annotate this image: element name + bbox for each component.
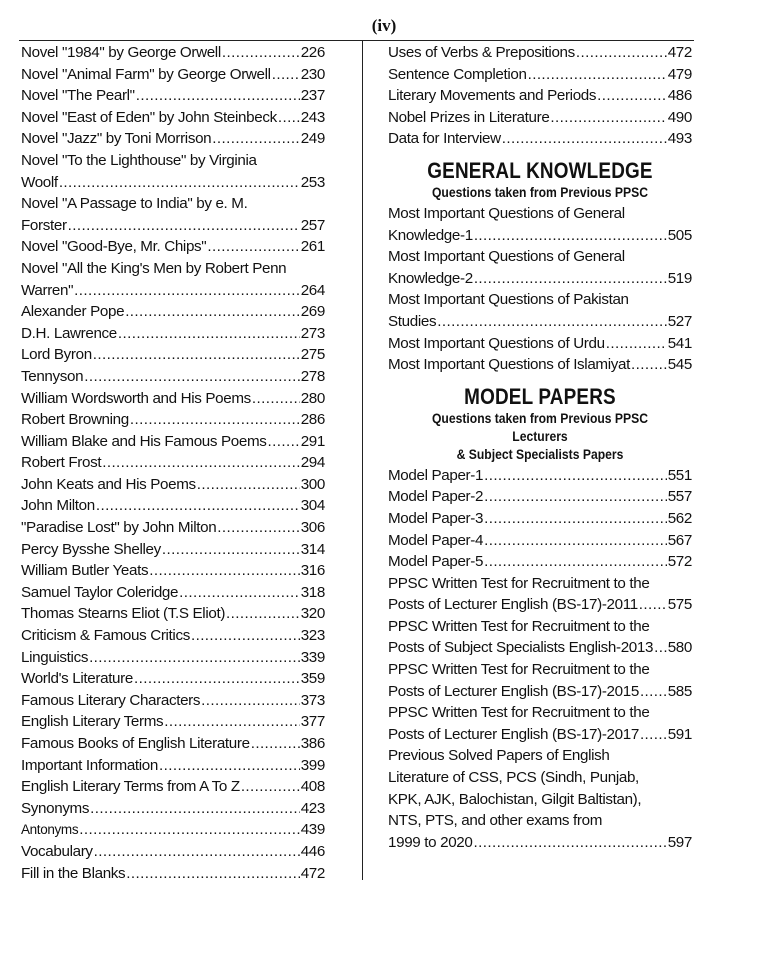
entry-title-line: Posts of Lecturer English (BS-17)-2015 — [388, 682, 639, 700]
entry-page: 591 — [667, 725, 692, 743]
dot-leader — [149, 560, 299, 582]
toc-entry — [21, 539, 325, 561]
dot-leader — [550, 107, 666, 129]
entry-title-line: Warren" — [21, 281, 74, 299]
entry-title-last-line — [21, 280, 325, 302]
entry-title: Novel "East of Eden" by John Steinbeck — [21, 108, 277, 126]
toc-entry — [388, 333, 692, 355]
entry-page: 519 — [667, 269, 692, 287]
entry-title-line: Most Important Questions of Pakistan — [388, 291, 629, 309]
dot-leader — [268, 431, 300, 453]
entry-title-last-line — [388, 681, 692, 703]
entry-page: 446 — [300, 842, 325, 860]
model-papers-subheading-2: & Subject Specialists Papers — [456, 446, 624, 462]
entry-title: Synonyms — [21, 799, 90, 817]
entry-title-last-line — [388, 268, 692, 290]
toc-entry — [21, 798, 325, 820]
dot-leader — [125, 301, 300, 323]
toc-entry — [21, 474, 325, 496]
entry-title: Most Important Questions of Islamiyat — [388, 356, 630, 374]
entry-page: 505 — [667, 226, 692, 244]
entry-title: English Literary Terms from A To Z — [21, 778, 240, 796]
entry-page: 493 — [667, 130, 692, 148]
entry-page: 551 — [667, 466, 692, 484]
entry-page: 575 — [667, 596, 692, 614]
dot-leader — [241, 776, 300, 798]
dot-leader — [96, 495, 300, 517]
general-knowledge-subheading: Questions taken from Previous PPSC — [431, 184, 649, 200]
entry-page: 486 — [667, 87, 692, 105]
model-papers-heading: MODEL PAPERS — [464, 383, 616, 409]
entry-title-last-line — [21, 215, 325, 237]
entry-title: Nobel Prizes in Literature — [388, 108, 550, 126]
toc-entry — [388, 551, 692, 573]
entry-title: Fill in the Blanks — [21, 864, 126, 882]
entry-title-line: Novel "All the King's Men by Robert Penn — [21, 259, 287, 277]
entry-title: Alexander Pope — [21, 303, 125, 321]
dot-leader — [84, 366, 299, 388]
toc-entry — [388, 203, 692, 246]
entry-page: 479 — [667, 65, 692, 83]
dot-leader — [130, 409, 300, 431]
entry-title: Literary Movements and Periods — [388, 87, 597, 105]
entry-title: English Literary Terms — [21, 713, 164, 731]
entry-page: 306 — [300, 519, 325, 537]
entry-page: 275 — [300, 346, 325, 364]
dot-leader — [474, 268, 667, 290]
dot-leader — [484, 551, 667, 573]
dot-leader — [179, 582, 300, 604]
entry-page: 323 — [300, 627, 325, 645]
entry-page: 314 — [300, 540, 325, 558]
entry-page: 572 — [667, 553, 692, 571]
entry-title-last-line — [388, 594, 692, 616]
toc-entry — [21, 107, 325, 129]
toc-entry — [21, 150, 325, 193]
entry-page: 527 — [667, 312, 692, 330]
entry-page: 264 — [300, 281, 325, 299]
toc-entry — [388, 64, 692, 86]
toc-entry — [21, 582, 325, 604]
entry-title-line: Knowledge-1 — [388, 226, 473, 244]
toc-entry — [21, 776, 325, 798]
dot-leader — [278, 107, 300, 129]
dot-leader — [437, 311, 666, 333]
dot-leader — [90, 798, 300, 820]
entry-page: 269 — [300, 303, 325, 321]
entry-title-line: Novel "To the Lighthouse" by Virginia — [21, 151, 257, 169]
entry-page: 490 — [667, 108, 692, 126]
entry-title-line: PPSC Written Test for Recruitment to the — [388, 661, 650, 679]
toc-entry — [388, 246, 692, 289]
entry-title: John Keats and His Poems — [21, 475, 196, 493]
entry-page: 541 — [667, 334, 692, 352]
entry-title-line: Knowledge-2 — [388, 269, 473, 287]
dot-leader — [484, 465, 667, 487]
entry-title: Uses of Verbs & Prepositions — [388, 44, 575, 61]
entry-page: 237 — [300, 87, 325, 105]
entry-title: Important Information — [21, 756, 158, 774]
entry-title: Famous Books of English Literature — [21, 735, 250, 752]
dot-leader — [201, 690, 300, 712]
toc-entry — [21, 366, 325, 388]
dot-leader — [102, 452, 300, 474]
dot-leader — [474, 225, 667, 247]
entry-title-line: Most Important Questions of General — [388, 204, 625, 222]
entry-title: Novel "Good-Bye, Mr. Chips" — [21, 238, 207, 256]
entry-title: Thomas Stearns Eliot (T.S Eliot) — [21, 605, 226, 623]
entry-page: 545 — [667, 356, 692, 374]
entry-title-line: PPSC Written Test for Recruitment to the — [388, 574, 650, 592]
entry-page: 230 — [300, 65, 325, 83]
entry-title-line: Posts of Lecturer English (BS-17)-2017 — [388, 725, 639, 743]
entry-title-line: KPK, AJK, Balochistan, Gilgit Baltistan), — [388, 790, 642, 808]
entry-title: Linguistics — [21, 648, 89, 666]
toc-entry — [21, 42, 325, 64]
toc-entry — [21, 560, 325, 582]
dot-leader — [251, 733, 300, 755]
entry-title-line: Posts of Lecturer English (BS-17)-2011 — [388, 596, 638, 614]
dot-leader — [159, 755, 300, 777]
entry-title-last-line — [388, 311, 692, 333]
entry-title: Model Paper-2 — [388, 488, 484, 506]
entry-page: 249 — [300, 130, 325, 148]
dot-leader — [654, 637, 667, 659]
entry-page: 373 — [300, 691, 325, 709]
entry-title: Tennyson — [21, 367, 84, 385]
entry-title-last-line — [388, 637, 692, 659]
dot-leader — [93, 344, 300, 366]
entry-page: 226 — [300, 44, 325, 61]
general-knowledge-list — [388, 203, 692, 376]
entry-title-line: NTS, PTS, and other exams from — [388, 812, 603, 830]
entry-title: Criticism & Famous Critics — [21, 627, 190, 645]
entry-page: 286 — [300, 411, 325, 429]
entry-page: 316 — [300, 562, 325, 580]
toc-entry — [21, 819, 325, 841]
toc-entry — [388, 659, 692, 702]
entry-title: Robert Frost — [21, 454, 102, 472]
entry-title: John Milton — [21, 497, 95, 515]
dot-leader — [484, 508, 667, 530]
entry-title: Model Paper-1 — [388, 466, 484, 484]
toc-entry — [21, 258, 325, 301]
dot-leader — [606, 333, 667, 355]
entry-title: Samuel Taylor Coleridge — [21, 583, 179, 601]
entry-page: 472 — [667, 44, 692, 61]
toc-entry — [388, 745, 692, 853]
entry-page: 261 — [300, 238, 325, 256]
toc-entry — [388, 289, 692, 332]
toc-entry — [21, 64, 325, 86]
general-knowledge-heading: GENERAL KNOWLEDGE — [427, 157, 653, 183]
entry-page: 318 — [300, 583, 325, 601]
entry-title: Model Paper-3 — [388, 509, 484, 527]
entry-title: Famous Literary Characters — [21, 691, 201, 709]
dot-leader — [528, 64, 667, 86]
entry-page: 257 — [300, 216, 325, 234]
entry-title-line: Literature of CSS, PCS (Sindh, Punjab, — [388, 769, 639, 787]
toc-entry — [21, 841, 325, 863]
toc-entry — [388, 354, 692, 376]
dot-leader — [272, 64, 300, 86]
entry-title: Vocabulary — [21, 842, 93, 860]
toc-entry — [388, 616, 692, 659]
entry-page: 597 — [667, 833, 692, 851]
dot-leader — [502, 128, 667, 150]
toc-entry — [21, 625, 325, 647]
entry-title: William Wordsworth and His Poems — [21, 389, 251, 407]
toc-entry — [21, 690, 325, 712]
entry-title: "Paradise Lost" by John Milton — [21, 519, 217, 537]
entry-page: 253 — [300, 173, 325, 191]
toc-entry — [388, 573, 692, 616]
dot-leader — [473, 832, 666, 854]
left-column — [21, 42, 325, 884]
entry-page: 399 — [300, 756, 325, 774]
entry-title-line: PPSC Written Test for Recruitment to the — [388, 617, 650, 635]
right-top-list — [388, 42, 692, 150]
toc-entry — [388, 128, 692, 150]
dot-leader — [484, 530, 667, 552]
toc-entry — [21, 517, 325, 539]
toc-entry — [21, 193, 325, 236]
toc-entry — [21, 344, 325, 366]
model-papers-list — [388, 465, 692, 854]
entry-page: 567 — [667, 531, 692, 549]
toc-entry — [21, 128, 325, 150]
entry-title: D.H. Lawrence — [21, 324, 117, 342]
entry-page: 320 — [300, 605, 325, 623]
toc-entry — [21, 647, 325, 669]
dot-leader — [576, 42, 667, 64]
entry-title-line: Studies — [388, 312, 437, 330]
dot-leader — [191, 625, 300, 647]
toc-entry — [21, 711, 325, 733]
entry-title: Robert Browning — [21, 411, 129, 429]
entry-title-line: 1999 to 2020 — [388, 833, 473, 851]
dot-leader — [164, 711, 299, 733]
entry-title: Novel "1984" by George Orwell — [21, 44, 221, 61]
entry-page: 562 — [667, 509, 692, 527]
entry-page: 243 — [300, 108, 325, 126]
dot-leader — [134, 668, 300, 690]
toc-entry — [21, 85, 325, 107]
entry-page: 273 — [300, 324, 325, 342]
dot-leader — [74, 280, 300, 302]
entry-page: 300 — [300, 475, 325, 493]
entry-page: 423 — [300, 799, 325, 817]
entry-page: 386 — [300, 735, 325, 752]
entry-title: William Butler Yeats — [21, 562, 149, 580]
entry-title: Lord Byron — [21, 346, 92, 364]
dot-leader — [252, 388, 300, 410]
entry-title-line: PPSC Written Test for Recruitment to the — [388, 704, 650, 722]
dot-leader — [162, 539, 300, 561]
entry-title: Data for Interview — [388, 130, 501, 148]
dot-leader — [212, 128, 299, 150]
toc-entry — [21, 755, 325, 777]
toc-entry — [21, 863, 325, 885]
dot-leader — [222, 42, 300, 64]
entry-page: 408 — [300, 778, 325, 796]
entry-page: 359 — [300, 670, 325, 688]
page-number: (iv) — [371, 16, 397, 35]
entry-page: 377 — [300, 713, 325, 731]
toc-entry — [21, 668, 325, 690]
dot-leader — [68, 215, 300, 237]
entry-title-line: Previous Solved Papers of English — [388, 747, 610, 765]
entry-title-line: Posts of Subject Specialists English-2013 — [388, 639, 654, 657]
dot-leader — [226, 603, 300, 625]
entry-page: 580 — [667, 639, 692, 657]
dot-leader — [631, 354, 667, 376]
entry-title: Most Important Questions of Urdu — [388, 334, 605, 352]
entry-title: Model Paper-5 — [388, 553, 484, 571]
dot-leader — [597, 85, 667, 107]
header-rule — [19, 40, 694, 41]
dot-leader — [59, 172, 300, 194]
toc-entry — [21, 409, 325, 431]
entry-title: Novel "Animal Farm" by George Orwell — [21, 65, 271, 83]
toc-entry — [388, 486, 692, 508]
entry-title-last-line — [388, 225, 692, 247]
entry-page: 291 — [300, 432, 325, 450]
toc-entry — [21, 323, 325, 345]
toc-entry — [21, 301, 325, 323]
entry-page: 557 — [667, 488, 692, 506]
toc-entry — [388, 465, 692, 487]
entry-title: William Blake and His Famous Poems — [21, 432, 267, 450]
entry-title: Antonyms — [21, 822, 79, 838]
entry-page: 585 — [667, 682, 692, 700]
column-divider — [362, 40, 363, 880]
toc-entry — [21, 388, 325, 410]
dot-leader — [126, 863, 299, 885]
dot-leader — [197, 474, 300, 496]
dot-leader — [640, 724, 667, 746]
toc-entry — [21, 431, 325, 453]
toc-entry — [21, 603, 325, 625]
entry-title-last-line — [21, 172, 325, 194]
dot-leader — [217, 517, 299, 539]
entry-title-line: Novel "A Passage to India" by e. M. — [21, 195, 248, 213]
entry-title-line: Most Important Questions of General — [388, 248, 625, 266]
toc-entry — [388, 85, 692, 107]
entry-title-line: Woolf — [21, 173, 58, 191]
toc-entry — [21, 236, 325, 258]
entry-title: Novel "The Pearl" — [21, 87, 135, 105]
dot-leader — [94, 841, 300, 863]
model-papers-subheading-1: Questions taken from Previous PPSC Lecturers — [431, 410, 649, 444]
toc-entry — [21, 495, 325, 517]
dot-leader — [136, 85, 300, 107]
toc-entry — [21, 452, 325, 474]
toc-entry — [388, 107, 692, 129]
dot-leader — [640, 681, 667, 703]
dot-leader — [79, 819, 299, 841]
entry-title: Novel "Jazz" by Toni Morrison — [21, 130, 212, 148]
entry-title-last-line — [388, 724, 692, 746]
entry-title: Sentence Completion — [388, 65, 527, 83]
entry-page: 280 — [300, 389, 325, 407]
toc-entry — [388, 530, 692, 552]
toc-entry — [388, 508, 692, 530]
toc-entry — [388, 42, 692, 64]
dot-leader — [207, 236, 299, 258]
entry-page: 339 — [300, 648, 325, 666]
dot-leader — [118, 323, 300, 345]
entry-title: Percy Bysshe Shelley — [21, 540, 161, 558]
entry-page: 472 — [300, 864, 325, 882]
toc-entry — [21, 733, 325, 755]
entry-page: 304 — [300, 497, 325, 515]
right-column — [388, 42, 692, 853]
entry-title: World's Literature — [21, 670, 133, 688]
entry-page: 278 — [300, 367, 325, 385]
dot-leader — [484, 486, 667, 508]
toc-entry — [388, 702, 692, 745]
entry-title: Model Paper-4 — [388, 531, 484, 549]
dot-leader — [639, 594, 667, 616]
entry-page: 294 — [300, 454, 325, 472]
entry-title-last-line — [388, 832, 692, 854]
entry-title-line: Forster — [21, 216, 67, 234]
entry-page: 439 — [300, 821, 325, 839]
dot-leader — [89, 647, 300, 669]
